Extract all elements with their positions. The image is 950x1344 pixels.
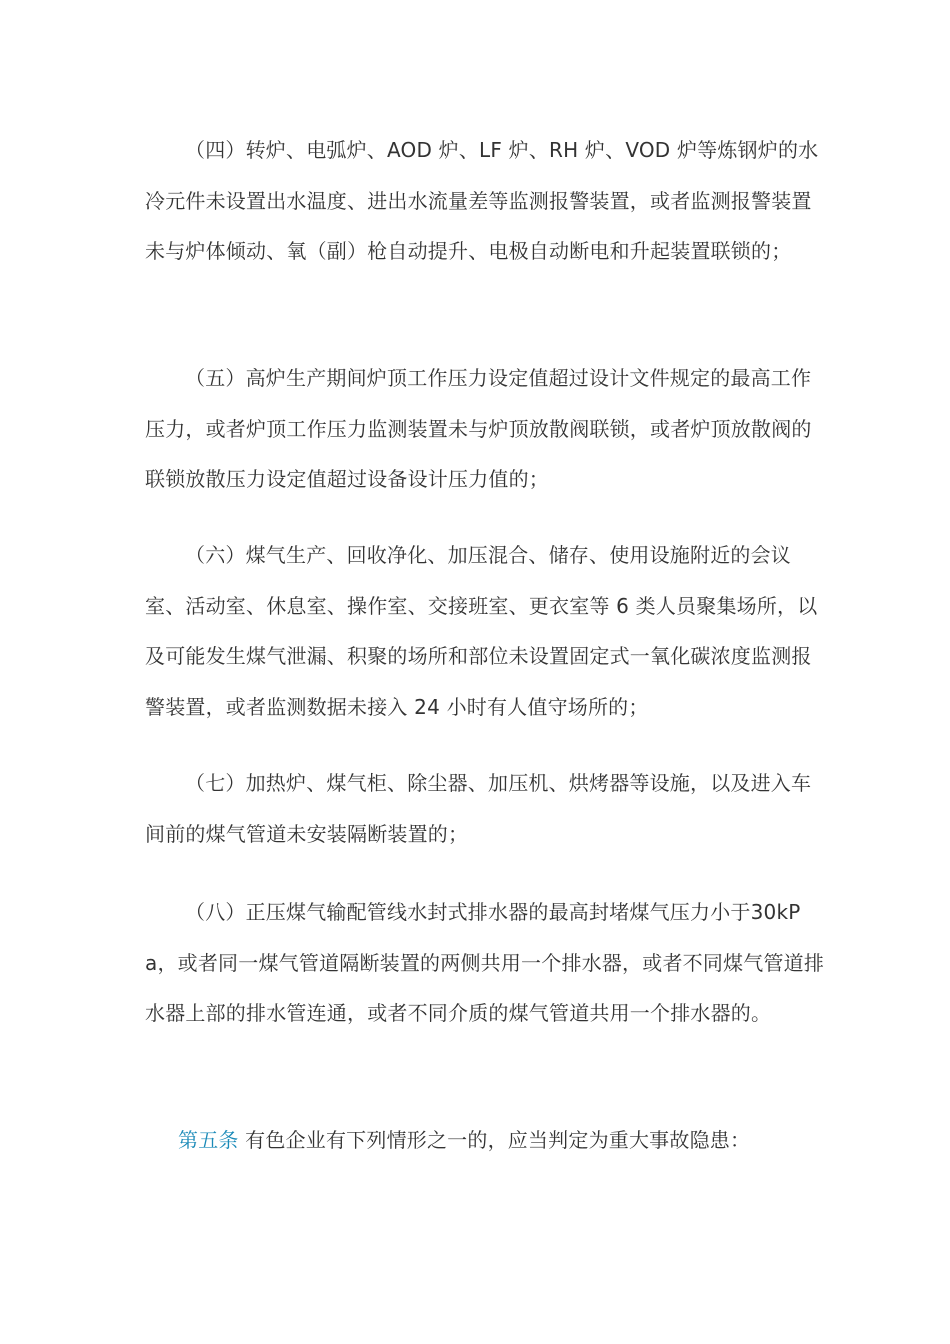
paragraph-item-7: （七）加热炉、煤气柜、除尘器、加压机、烘烤器等设施，以及进入车间前的煤气管道未安装隔断装置的； <box>145 771 812 846</box>
paragraph-item-8: （八）正压煤气输配管线水封式排水器的最高封堵煤气压力小于30kPa，或者同一煤气管道隔断装置的两侧共用一个排水器，或者不同煤气管道排水器上部的排水管连通，或者不同介质的煤气管道共用一个排水器的。 <box>145 900 825 1025</box>
paragraph-item-4: （四）转炉、电弧炉、AOD 炉、LF 炉、RH 炉、VOD 炉等炼钢炉的水冷元件未设置出水温度、进出水流量差等监测报警装置，或者监测报警装置未与炉体倾动、氧（副）枪自动提升、电极自动断电和升起装置联锁的； <box>145 138 819 263</box>
article-five-label: 第五条 <box>178 1128 239 1152</box>
paragraph-item-6: （六）煤气生产、回收净化、加压混合、储存、使用设施附近的会议室、活动室、休息室、操作室、交接班室、更衣室等 6 类人员聚集场所，以及可能发生煤气泄漏、积聚的场所和部位未设置固定式一氧化碳浓度监测报警装置，或者监测数据未接入 24 小时有人值守场所的； <box>145 543 818 719</box>
article-five-text: 有色企业有下列情形之一的，应当判定为重大事故隐患： <box>238 1128 751 1152</box>
paragraph-item-5: （五）高炉生产期间炉顶工作压力设定值超过设计文件规定的最高工作压力，或者炉顶工作压力监测装置未与炉顶放散阀联锁，或者炉顶放散阀的联锁放散压力设定值超过设备设计压力值的； <box>145 366 812 491</box>
article-five-paragraph <box>145 1115 825 1166</box>
